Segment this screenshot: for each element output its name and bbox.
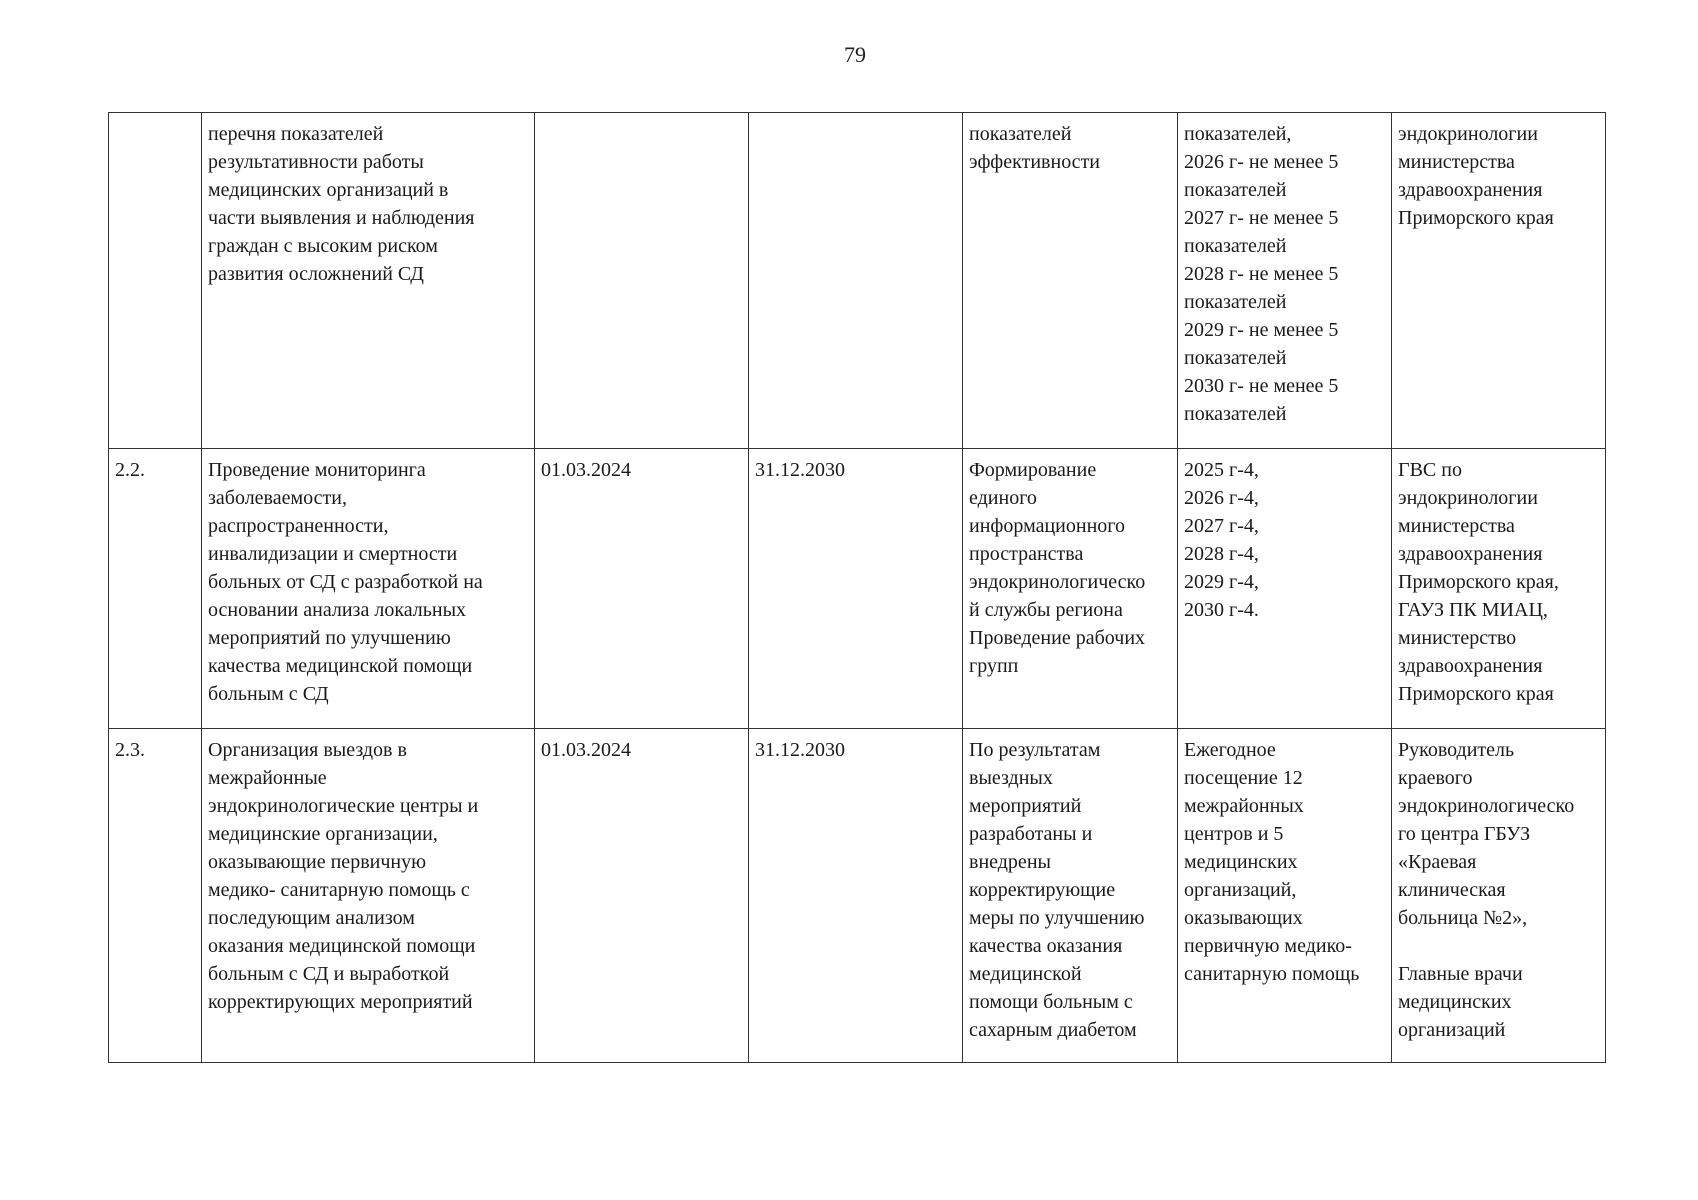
cell-measure-name: перечня показателей результативности работы медицинских организаций в части выявления и наблюдения граждан с высоким риском развития осложнений СД	[202, 113, 535, 449]
cell-start-date	[535, 113, 749, 449]
cell-measure-name: Организация выездов в межрайонные эндокринологические центры и медицинские организации, оказывающие первичную медико- санитарную помощь с последующим анализом оказания медицинской помощи больным с СД и выработкой корректирующих мероприятий	[202, 729, 535, 1063]
cell-end-date: 31.12.2030	[749, 729, 963, 1063]
cell-number: 2.3.	[109, 729, 202, 1063]
page-number: 79	[844, 42, 866, 67]
table-row	[109, 449, 1606, 729]
cell-end-date	[749, 113, 963, 449]
cell-start-date: 01.03.2024	[535, 729, 749, 1063]
cell-responsible: ГВС по эндокринологии министерства здравоохранения Приморского края, ГАУЗ ПК МИАЦ, министерство здравоохранения Приморского края	[1392, 449, 1606, 729]
cell-expected-result: Формирование единого информационного пространства эндокринологическо й службы региона Проведение рабочих групп	[963, 449, 1178, 729]
cell-indicator: 2025 г-4, 2026 г-4, 2027 г-4, 2028 г-4, 2029 г-4, 2030 г-4.	[1178, 449, 1392, 729]
cell-end-date: 31.12.2030	[749, 449, 963, 729]
cell-start-date: 01.03.2024	[535, 449, 749, 729]
cell-measure-name: Проведение мониторинга заболеваемости, распространенности, инвалидизации и смертности больных от СД с разработкой на основании анализа локальных мероприятий по улучшению качества медицинской помощи больным с СД	[202, 449, 535, 729]
cell-number: 2.2.	[109, 449, 202, 729]
measures-table	[108, 112, 1606, 1063]
cell-indicator: Ежегодное посещение 12 межрайонных центров и 5 медицинских организаций, оказывающих первичную медико- санитарную помощь	[1178, 729, 1392, 1063]
cell-indicator: показателей, 2026 г- не менее 5 показателей 2027 г- не менее 5 показателей 2028 г- не менее 5 показателей 2029 г- не менее 5 показателей 2030 г- не менее 5 показателей	[1178, 113, 1392, 449]
cell-number	[109, 113, 202, 449]
cell-responsible: Руководитель краевого эндокринологическо го центра ГБУЗ «Краевая клиническая больница №2», Главные врачи медицинских организаций	[1392, 729, 1606, 1063]
cell-expected-result: показателей эффективности	[963, 113, 1178, 449]
cell-responsible: эндокринологии министерства здравоохранения Приморского края	[1392, 113, 1606, 449]
table-row	[109, 729, 1606, 1063]
table-row	[109, 113, 1606, 449]
cell-expected-result: По результатам выездных мероприятий разработаны и внедрены корректирующие меры по улучшению качества оказания медицинской помощи больным с сахарным диабетом	[963, 729, 1178, 1063]
